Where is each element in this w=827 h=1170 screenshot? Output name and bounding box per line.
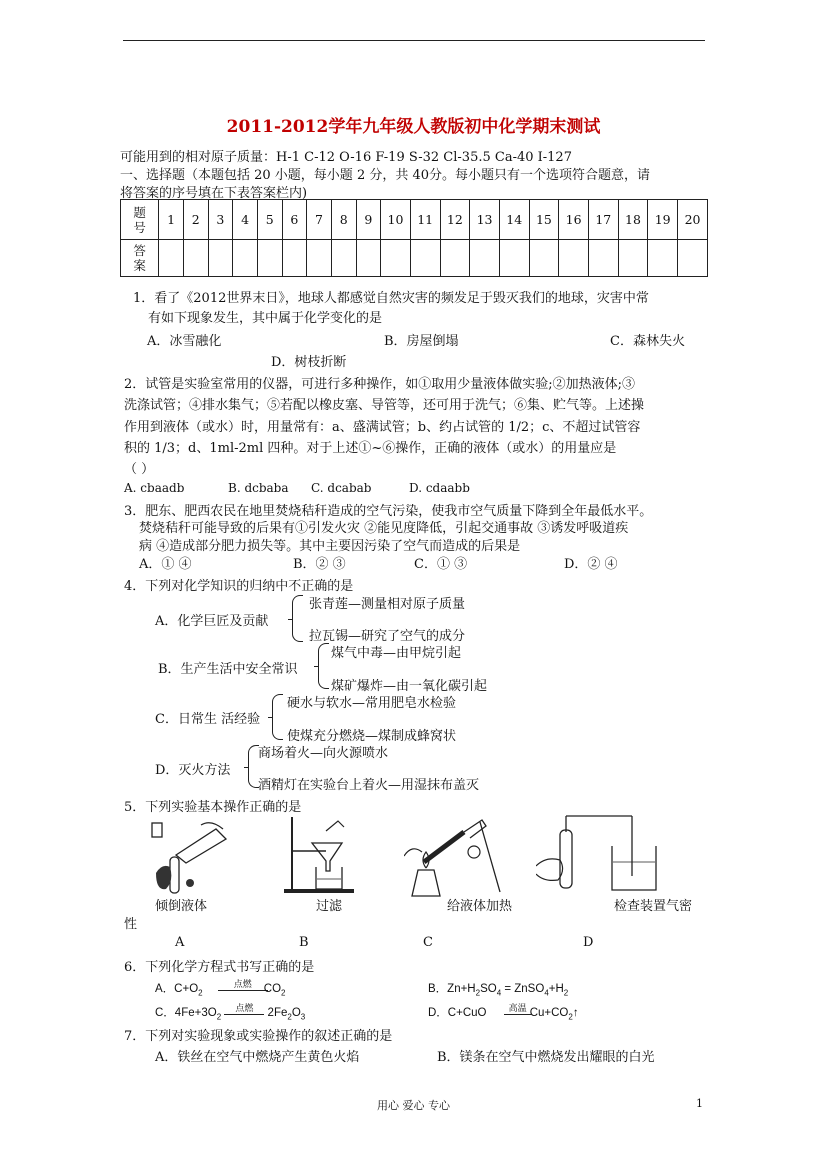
q2-line2: 洗涤试管；④排水集气；⑤若配以橡皮塞、导管等，还可用于洗气；⑥集、贮气等。上述操 [124, 398, 645, 413]
q2-line3: 作用到液体（或水）时，用量常有：a、盛满试管；b、约占试管的 1/2；c、不超过试管容 [124, 420, 641, 435]
answer-cell[interactable] [410, 240, 440, 277]
q1-option-d: D．树枝折断 [271, 355, 347, 370]
q5-caption-d: 检查装置气密 [614, 899, 693, 914]
answer-table-answer-row [121, 240, 708, 277]
q3-line1: 3．肥东、肥西农民在地里焚烧秸秆造成的空气污染，使我市空气质量下降到全年最低水平。 [124, 504, 653, 519]
number-cell: 11 [410, 200, 440, 240]
q1-line1: 1．看了《2012世界末日》，地球人都感觉自然灾害的频发足于毁灭我们的地球，灾害中常 [133, 291, 649, 306]
answer-cell[interactable] [559, 240, 589, 277]
q7-option-b: B．镁条在空气中燃烧发出耀眼的白光 [437, 1050, 655, 1065]
header-rule [123, 40, 705, 41]
q2-blank: （ ） [124, 462, 155, 477]
q6-option-d: D．C+CuO 高温 $Cu+CO_2↑$ [428, 1003, 579, 1022]
answer-header-cell: 答案 [121, 240, 159, 277]
number-cell: 17 [588, 200, 618, 240]
answer-cell[interactable] [257, 240, 282, 277]
number-cell: 15 [529, 200, 559, 240]
page-number: 1 [696, 1097, 703, 1110]
q2-line4: 积的 1/3；d、1ml-2ml 四种。对于上述①~⑥操作，正确的液体（或水）的用量应是 [124, 441, 617, 456]
q6-option-c: C．$4Fe+3O_2$ 点燃 $2Fe_2O_3$ [155, 1003, 306, 1022]
q3-option-c: C．① ③ [414, 557, 468, 572]
q4-d-item1: 商场着火—向火源喷水 [258, 746, 389, 761]
q5-caption-c: 给液体加热 [447, 899, 513, 914]
answer-cell[interactable] [381, 240, 411, 277]
number-cell: 7 [307, 200, 332, 240]
q4-c-brace [272, 694, 283, 740]
section1-line2: 将答案的序号填在下表答案栏内) [120, 186, 308, 201]
q4-d-item2: 酒精灯在实验台上着火—用湿抹布盖灭 [258, 778, 480, 793]
answer-cell[interactable] [183, 240, 208, 277]
q5-stem: 5．下列实验基本操作正确的是 [124, 800, 302, 815]
q7-option-a: A．铁丝在空气中燃烧产生黄色火焰 [155, 1050, 360, 1065]
number-cell: 19 [648, 200, 678, 240]
q4-b-item2: 煤矿爆炸—由一氧化碳引起 [331, 679, 488, 694]
q3-line2: 焚烧秸秆可能导致的后果有①引发火灾 ②能见度降低，引起交通事故 ③诱发呼吸道疾 [139, 521, 629, 536]
number-cell: 18 [618, 200, 648, 240]
answer-cell[interactable] [282, 240, 307, 277]
q1-line2: 有如下现象发生，其中属于化学变化的是 [148, 311, 383, 326]
airtightness-figure [536, 810, 686, 896]
number-cell: 12 [440, 200, 470, 240]
heat-liquid-figure [404, 812, 504, 898]
number-cell: 2 [183, 200, 208, 240]
q6-option-b: B．$Zn+H_2SO_4$ = $ZnSO_4+H_2$ [428, 983, 569, 998]
number-cell: 16 [559, 200, 589, 240]
q1-option-c: C．森林失火 [610, 334, 685, 349]
answer-cell[interactable] [440, 240, 470, 277]
atomic-masses: 可能用到的相对原子质量：H-1 C-12 O-16 F-19 S-32 Cl-35.5 Ca-40 I-127 [120, 150, 572, 165]
number-cell: 5 [257, 200, 282, 240]
q4-a-brace [292, 595, 303, 642]
number-cell: 4 [233, 200, 258, 240]
number-cell: 9 [356, 200, 381, 240]
answer-cell[interactable] [356, 240, 381, 277]
q2-option-d: D. cdaabb [409, 481, 470, 495]
q2-option-c: C. dcabab [311, 481, 372, 495]
answer-cell[interactable] [648, 240, 678, 277]
q4-c-item1: 硬水与软水—常用肥皂水检验 [287, 696, 457, 711]
q5-option-b: B [299, 935, 309, 950]
q7-stem: 7．下列对实验现象或实验操作的叙述正确的是 [124, 1029, 393, 1044]
q2-option-b: B. dcbaba [228, 481, 289, 495]
answer-cell[interactable] [331, 240, 356, 277]
answer-cell[interactable] [233, 240, 258, 277]
answer-cell[interactable] [529, 240, 559, 277]
q3-option-b: B．② ③ [293, 557, 346, 572]
q3-option-a: A．① ④ [139, 557, 192, 572]
q4-b-item1: 煤气中毒—由甲烷引起 [331, 646, 462, 661]
answer-table [120, 199, 708, 277]
q4-b-brace [318, 643, 329, 689]
q4-c-label: C．日常生 活经验 [155, 712, 261, 727]
answer-cell[interactable] [159, 240, 184, 277]
q6-option-a: A．$C+O_2$ 点燃 $CO_2$ [155, 979, 286, 998]
answer-cell[interactable] [618, 240, 648, 277]
q5-caption-b: 过滤 [316, 899, 343, 914]
q4-a-item1: 张青莲—测量相对原子质量 [309, 597, 466, 612]
answer-table-number-row [121, 200, 708, 240]
q4-d-label: D．灭火方法 [155, 763, 231, 778]
q4-a-item2: 拉瓦锡—研究了空气的成分 [309, 629, 466, 644]
q5-option-a: A [175, 935, 185, 950]
answer-cell[interactable] [470, 240, 500, 277]
number-cell: 3 [208, 200, 233, 240]
section1-line1: 一、选择题（本题包括 20 小题，每小题 2 分，共 40分。每小题只有一个选项符合题意，请 [120, 168, 651, 183]
answer-cell[interactable] [588, 240, 618, 277]
q5-caption-d-cont: 性 [124, 917, 138, 932]
number-header-cell: 题号 [121, 200, 159, 240]
filtration-figure [282, 813, 372, 895]
number-cell: 14 [499, 200, 529, 240]
q5-option-d: D [583, 935, 594, 950]
number-cell: 6 [282, 200, 307, 240]
q2-line1: 2．试管是实验室常用的仪器，可进行多种操作，如①取用少量液体做实验;②加热液体;③ [124, 377, 636, 392]
q1-option-b: B．房屋倒塌 [384, 334, 459, 349]
answer-cell[interactable] [208, 240, 233, 277]
q3-line3: 病 ④造成部分肥力损失等。其中主要因污染了空气而造成的后果是 [139, 539, 521, 554]
q4-c-item2: 使煤充分燃烧—煤制成蜂窝状 [287, 729, 457, 744]
number-cell: 8 [331, 200, 356, 240]
pour-liquid-figure [146, 817, 236, 897]
page-title: 2011-2012学年九年级人教版初中化学期末测试 [226, 117, 601, 137]
q5-option-c: C [423, 935, 433, 950]
q4-b-label: B．生产生活中安全常识 [158, 662, 298, 677]
number-cell: 20 [678, 200, 708, 240]
q4-a-label: A．化学巨匠及贡献 [155, 614, 269, 629]
answer-cell[interactable] [499, 240, 529, 277]
q1-option-a: A．冰雪融化 [147, 334, 222, 349]
q6-stem: 6．下列化学方程式书写正确的是 [124, 960, 315, 975]
q3-option-d: D．② ④ [564, 557, 618, 572]
q5-caption-a: 倾倒液体 [155, 899, 208, 914]
number-cell: 13 [470, 200, 500, 240]
footer: 用心 爱心 专心 [377, 1099, 450, 1112]
q4-stem: 4．下列对化学知识的归纳中不正确的是 [124, 579, 354, 594]
number-cell: 10 [381, 200, 411, 240]
answer-cell[interactable] [678, 240, 708, 277]
answer-cell[interactable] [307, 240, 332, 277]
q2-option-a: A. cbaadb [124, 481, 185, 495]
number-cell: 1 [159, 200, 184, 240]
